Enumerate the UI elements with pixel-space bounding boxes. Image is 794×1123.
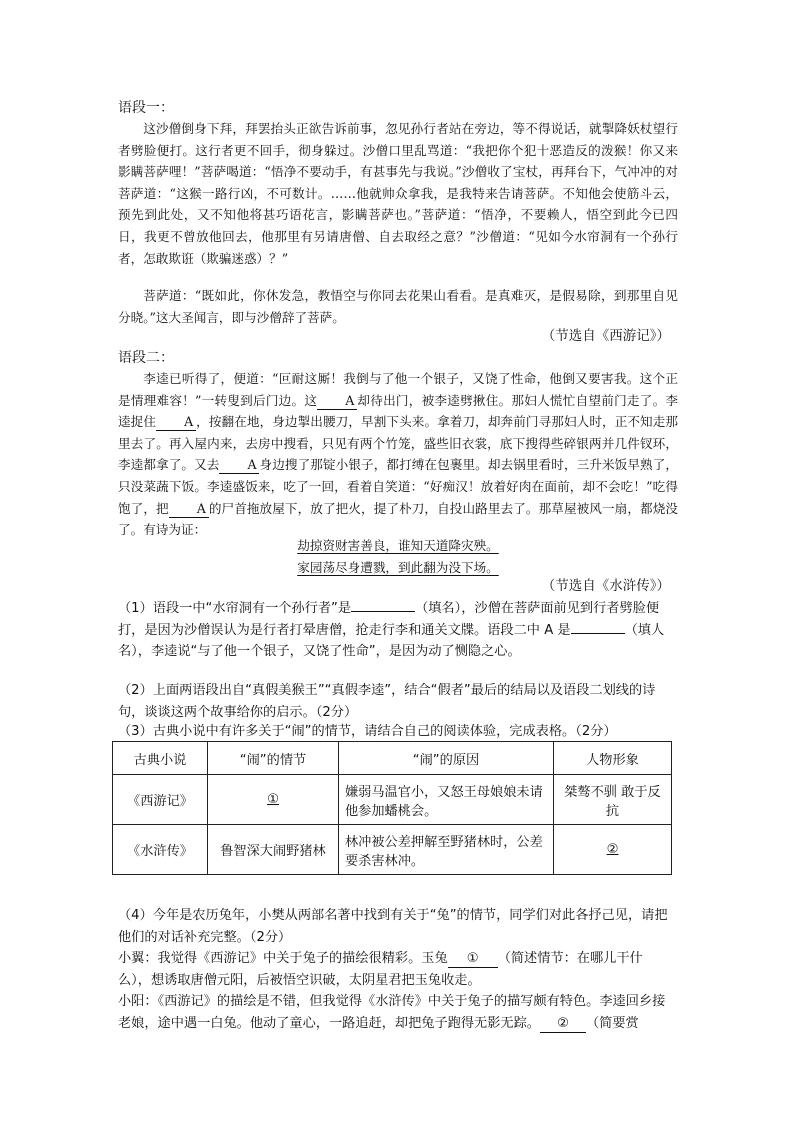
section2-text-b: 却待出门，被李逵劈揪住。那妇人慌忙自望前门走了。李逵捉住 [118, 392, 678, 430]
header-plot: “闹”的情节 [208, 742, 339, 775]
blank-a-3: A [219, 457, 259, 474]
question-1 [118, 598, 678, 663]
row2-plot: 鲁智深大闹野猪林 [208, 825, 339, 875]
row1-plot-blank[interactable]: ① [208, 775, 339, 825]
question-3: （3）古典小说中有许多关于“闹”的情节，请结合自己的阅读体验，完成表格。（2分） [118, 724, 617, 739]
blank-a-2: A [156, 414, 196, 431]
blank-a-1: A [317, 393, 357, 410]
row2-reason: 林冲被公差押解至野猪林时，公差要杀害林冲。 [339, 825, 554, 875]
section2-text-c: ，按翻在地，身边掣出腰刀，早割下头来。拿着刀，却奔前门寻那妇人时，正不知走那里去了。再入屋内来，去房中搜看，只见有两个竹笼，盛些旧衣裳，底下搜得些碎银两并几件钗环，李逵都拿了。又去 [118, 414, 679, 473]
section1-paragraph-2: 菩萨道：“既如此，你休发急，教悟空与你同去花果山看看。是真难灭，是假易除，到那里自见分晓。”这大圣闻言，即与沙僧辞了菩萨。 [118, 288, 678, 325]
table-row [113, 775, 672, 825]
row2-image-blank[interactable]: ② [554, 825, 672, 875]
section1-paragraph-1: 这沙僧倒身下拜，拜罢抬头正欲告诉前事，忽见孙行者站在旁边，等不得说话，就掣降妖杖望行者劈脸便打。这行者更不回手，彻身躲过。沙僧口里乱骂道：“我把你个犯十恶造反的泼猴！你又来影瞒菩萨哩！”菩萨喝道：“悟净不要动手，有甚事先与我说。”沙僧收了宝杖，再拜台下，气冲冲的对菩萨道：“这猴一路行凶，不可数计。……他就帅众拿我，是我特来告请菩萨。不知他会使筋斗云，预先到此处，又不知他将甚巧语花言，影瞒菩萨也。”菩萨道：“悟净，不要赖人，悟空到此今已四日，我更不曾放他回去，他那里有另请唐僧、自去取经之意？”沙僧道：“见如今水帘洞有一个孙行者，怎敢欺诳（欺骗迷惑）？” [118, 121, 678, 266]
table-row [113, 825, 672, 875]
section2-text-a: 李逵已听得了，便道：“叵耐这厮！我倒与了他一个银子，又饶了性命，他倒又要害我。这个正是情理难容！”一转叟到后门边。这 [118, 371, 678, 408]
xiaoyi-text-a: 小翼：我觉得《西游记》中关于兔子的描绘很精彩。玉兔 [118, 951, 448, 966]
section2-source: （节选自《水浒传》） [541, 578, 670, 594]
section2-text-e: 的尸首拖放屋下，放了把火，提了朴刀，自投山路里去了。那草屋被风一扇，都烧没了。有诗为证： [118, 500, 679, 538]
table-header-row [113, 742, 672, 775]
question-2: （2）上面两语段出自“真假美猴王”“真假李逵”，结合“假者”最后的结局以及语段二划线的诗句，谈谈这两个故事给你的启示。（2分） [118, 683, 656, 720]
row1-image: 桀骜不驯 敢于反抗 [554, 775, 672, 825]
header-image: 人物形象 [554, 742, 672, 775]
q1-blank-2[interactable] [571, 633, 625, 634]
q4-blank-1[interactable]: ① [448, 951, 498, 968]
q4-blank-2[interactable]: ② [540, 1016, 586, 1033]
poem-line-2: 家园荡尽身遭戮，到此翻为没下场。 [297, 559, 499, 575]
row1-reason: 嫌弱马温官小，又怒王母娘娘未请他参加蟠桃会。 [339, 775, 554, 825]
blank-a-4: A [169, 501, 209, 518]
xiaoyi-text-b: （简述情节：在哪儿干什么），想诱取唐僧元阳，后被悟空识破，太阴星君把玉兔收走。 [118, 951, 643, 988]
section2-text-d: 身边搜了那锭小银子，都打缚在包裹里。却去锅里看时，三升米饭早熟了，只没菜蔬下饭。李逵盛饭来，吃了一回，看着自笑道：“好痴汉！放着好肉在面前，却不会吃！”吃得饱了，把 [118, 457, 679, 516]
section1-source: （节选自《西游记》） [541, 328, 670, 344]
section2-paragraph [118, 368, 678, 541]
q1-blank-1[interactable] [351, 611, 415, 612]
header-reason: “闹”的原因 [339, 742, 554, 775]
q1-text-b: （填名），沙僧在菩萨面前见到行者劈脸便打，是因为沙僧误认为是行者打晕唐僧，抢走行李和通关文牒。语段二中 A 是 [118, 601, 660, 638]
q3-table [112, 741, 672, 875]
xiaoyang-text-b: （简要赏 [586, 1015, 639, 1031]
row2-novel: 《水浒传》 [113, 825, 208, 875]
question-4: （4）今年是农历兔年，小樊从两部名著中找到有关于“兔”的情节，同学们对此各抒己见，请把他们的对话补充完整。（2分） [118, 908, 668, 945]
header-novel: 古典小说 [113, 742, 208, 775]
q4-xiaoyang [118, 991, 674, 1034]
section1-heading: 语段一： [118, 100, 174, 116]
poem-line-1: 劫掠资财害善良，谁知天道降灾殃。 [297, 538, 499, 553]
q4-xiaoyi [118, 948, 674, 991]
q1-text-c: （填人名），李逵说“与了他一个银子，又饶了性命”，是因为动了恻隐之心。 [118, 622, 665, 660]
row1-novel: 《西游记》 [113, 775, 208, 825]
q1-text-a: （1）语段一中“水帘洞有一个孙行者”是 [118, 601, 352, 616]
section2-heading: 语段二： [118, 350, 174, 366]
xiaoyang-text-a: 小阳：《西游记》的描绘是不错，但我觉得《水浒传》中关于兔子的描写颇有特色。李逵回乡接老娘，途中遇一白兔。他动了童心，一路追赶，却把兔子跑得无影无踪。 [118, 994, 666, 1031]
poem [118, 535, 678, 578]
